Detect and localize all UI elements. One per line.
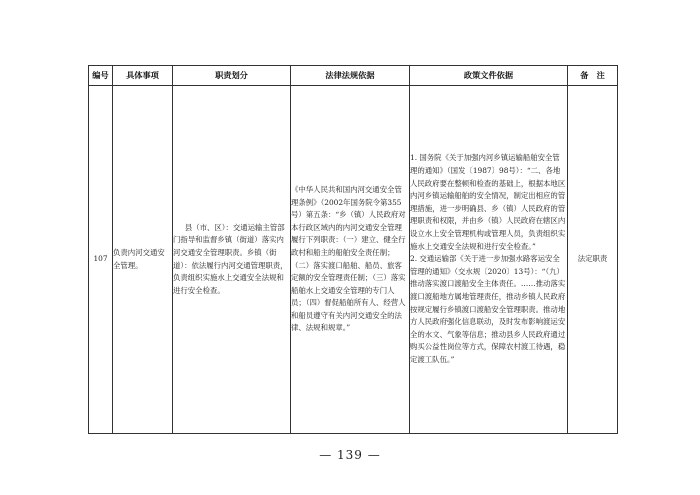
law-text: 《中华人民共和国内河交通安全管理条例》（2002年国务院令第355号）第五条：“乡（镇）人民政府对本行政区域内的内河交通安全管理履行下列职责：（一）建立、健全行政村和船主的船舶安全责任制；（二）落实渡口船舶、船员、旅客定额的安全管理责任制；（三）落实船舶水上交通安全管理的专门人员；（四）督促船舶所有人、经营人和船员遵守有关内河交通安全的法律、法规和规章。”: [291, 184, 406, 333]
cell-law: [291, 86, 410, 434]
policy-text-2: 2. 交通运输部《关于进一步加强水路客运安全管理的通知》（交水规〔2020〕13号）：“（九）推动落实渡口渡船安全主体责任。……推动落实渡口渡船地方属地管理责任，推动乡镇人民政府按规定履行乡镇渡口渡船安全管理职责。推动地方人民政府强化信息联动，及时发布影响渡运安全的水文、气象等信息；推动县乡人民政府通过购买公益性岗位等方式，保障农村渡工待遇，稳定渡工队伍。”: [410, 254, 566, 364]
cell-duty: [173, 86, 291, 434]
cell-policy: [410, 86, 568, 434]
header-note: 备 注: [568, 66, 618, 86]
cell-item: 负责内河交通安全管理。: [113, 86, 173, 434]
cell-note: 法定职责: [568, 86, 618, 434]
table-header-row: [89, 66, 618, 86]
cell-number: 107: [89, 86, 113, 434]
header-duty: 职责划分: [173, 66, 291, 86]
duty-text: 县（市、区）：交通运输主管部门指导和监督乡镇（街道）落实内河交通安全管理职责。乡镇（街道）：依法履行内河交通管理职责，负责组织实施水上交通安全法规和进行安全检查。: [173, 222, 288, 295]
header-number: 编号: [89, 66, 113, 86]
header-item: 具体事项: [113, 66, 173, 86]
header-law: 法律法规依据: [291, 66, 410, 86]
header-policy: 政策文件依据: [410, 66, 568, 86]
policy-text-1: 1. 国务院《关于加强内河乡镇运输船舶安全管理的通知》（国发〔1987〕98号）：“二、各地人民政府要在整顿和检查的基础上，根据本地区内河乡镇运输船舶的安全情况，制定出相应的管理措施，进一步明确县、乡（镇）人民政府的管理职责和权限，并由乡（镇）人民政府在辖区内设立水上安全管理机构或管理人员，负责组织实施水上交通安全法规和进行安全检查。”: [410, 153, 566, 251]
responsibility-table: [88, 65, 618, 434]
table-row: [89, 86, 618, 434]
page-number: — 139 —: [319, 448, 381, 462]
